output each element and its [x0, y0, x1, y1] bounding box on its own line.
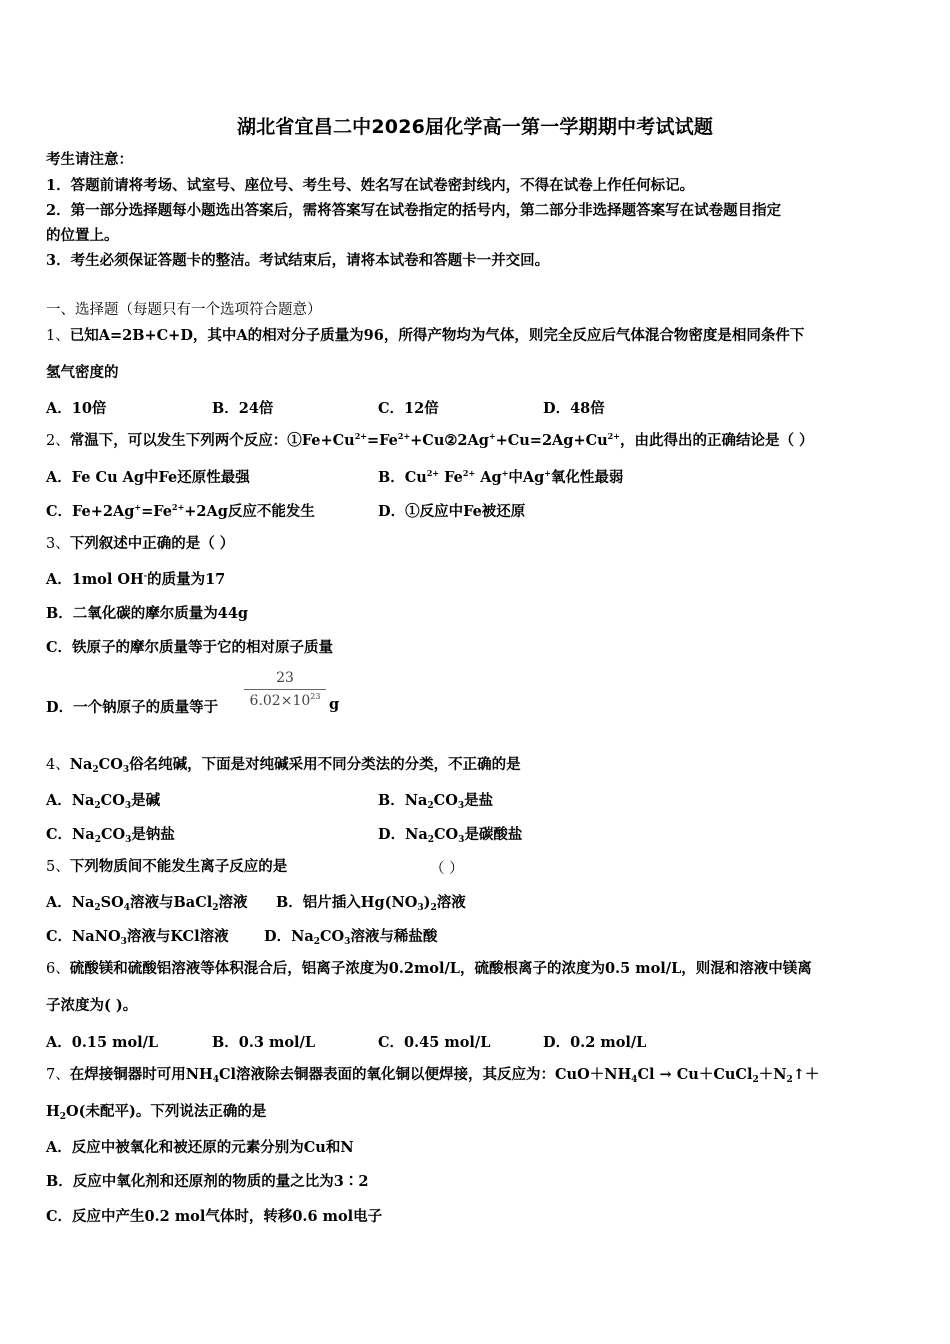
q2-option-b: B．$Cu^{2+}$ $Fe^{2+}$ Ag+中Ag+氧化性最弱: [378, 468, 624, 486]
notice-item-2a: 2．第一部分选择题每小题选出答案后，需将答案写在试卷指定的括号内，第二部分非选择题答案写在试卷题目指定: [46, 202, 782, 219]
q6-option-b: B．0.3 mol/L: [212, 1034, 316, 1051]
q7-option-a: A．反应中被氧化和被还原的元素分别为Cu和N: [46, 1139, 354, 1156]
q2-text-3: +Cu②2Ag: [410, 432, 489, 449]
q4-option-c: C．$Na_2CO_3$是钠盐: [46, 826, 175, 845]
notice-item-2b: 的位置上。: [46, 227, 119, 244]
q5-stem-text: 下列物质间不能发生离子反应的是: [69, 858, 288, 875]
q6-stem-cont: 子浓度为( )。: [46, 997, 138, 1014]
q6-option-d: D．0.2 mol/L: [543, 1034, 647, 1051]
q1-number: 1、: [46, 328, 70, 344]
q6-stem-text: 硫酸镁和硫酸铝溶液等体积混合后，铝离子浓度为0.2mol/L，硫酸根离子的浓度为0.5 mol/L，则混和溶液中镁离: [69, 960, 812, 977]
q3-option-d-text: D．一个钠原子的质量等于: [46, 699, 219, 716]
q6-number: 6、: [46, 961, 70, 977]
q2-sup-1: 2+: [354, 431, 367, 441]
section-heading: 一、选择题（每题只有一个选项符合题意）: [46, 302, 322, 318]
notice-item-3: 3．考生必须保证答题卡的整洁。考试结束后，请将本试卷和答题卡一并交回。: [46, 252, 550, 269]
q2-option-c: C．$Fe+2Ag^+=Fe^{2+}+2Ag$反应不能发生: [46, 502, 315, 520]
q5-option-b: B．铝片插入$Hg(NO_3)_2$溶液: [276, 894, 466, 913]
q3-number: 3、: [46, 536, 70, 552]
q2-text-5: ，由此得出的正确结论是（ ）: [619, 432, 814, 449]
q5-answer-paren: （ ）: [430, 861, 464, 877]
notice-item-1: 1．答题前请将考场、试室号、座位号、考生号、姓名写在试卷密封线内，不得在试卷上作任何标记。: [46, 177, 695, 194]
q2-text-2: =Fe: [366, 432, 398, 449]
q4-option-a: A．$Na_2CO_3$是碱: [46, 792, 161, 811]
q2-text-1: 常温下，可以发生下列两个反应：①Fe+Cu: [69, 432, 355, 449]
page-title: 湖北省宜昌二中2026届化学高一第一学期期中考试试题: [236, 116, 714, 138]
q5-stem: [46, 857, 906, 877]
fraction-numerator: 23: [276, 670, 294, 686]
q7-option-b: B．反应中氧化剂和还原剂的物质的量之比为3∶2: [46, 1173, 369, 1190]
q6-option-c: C．0.45 mol/L: [378, 1034, 491, 1051]
q3-option-d-unit: g: [329, 696, 340, 713]
q5-option-c: C．NaNO$_3$溶液与KCl溶液: [46, 928, 229, 947]
q4-stem: 4、$Na_2CO_3$俗名纯碱，下面是对纯碱采用不同分类法的分类，不正确的是: [46, 756, 521, 775]
fraction-bar: [244, 689, 326, 690]
fraction-denominator: $6.02\times 10^{23}$: [249, 692, 321, 709]
q2-stem: [46, 431, 906, 451]
q1-option-c: C．12倍: [378, 400, 439, 417]
q3-stem: [46, 534, 906, 554]
q2-option-a: A．Fe Cu Ag中Fe还原性最强: [46, 469, 250, 486]
notice-heading: 考生请注意：: [46, 151, 133, 168]
q3-option-a: A．1mol OH-的质量为17: [46, 570, 226, 588]
q6-option-a: A．0.15 mol/L: [46, 1034, 159, 1051]
q1-option-d: D．48倍: [543, 400, 605, 417]
q3-option-c: C．铁原子的摩尔质量等于它的相对原子质量: [46, 639, 334, 656]
q6-stem: [46, 959, 906, 979]
q2-sup-2: 2+: [397, 431, 411, 441]
q5-option-d: D．$Na_2CO_3$溶液与稀盐酸: [264, 928, 438, 947]
q1-option-a: A．10倍: [46, 400, 107, 417]
q4-option-d: D．$Na_2CO_3$是碳酸盐: [378, 826, 523, 845]
q2-sup-4: 2+: [607, 431, 620, 441]
q7-number: 7、: [46, 1067, 70, 1083]
q3-option-b: B．二氧化碳的摩尔质量为44g: [46, 605, 249, 622]
q5-number: 5、: [46, 859, 70, 875]
q2-number: 2、: [46, 433, 70, 449]
q5-option-a: A．$Na_2SO_4$溶液与BaCl$_2$溶液: [46, 894, 248, 913]
q4-option-b: B．$Na_2CO_3$是盐: [378, 792, 494, 811]
q2-option-d: D．①反应中Fe被还原: [378, 503, 526, 520]
q1-stem-text: 已知A=2B+C+D，其中A的相对分子质量为96，所得产物均为气体，则完全反应后气体混合物密度是相同条件下: [69, 327, 805, 344]
q7-stem: 7、在焊接铜器时可用$NH_4Cl$溶液除去铜器表面的氧化铜以便焊接，其反应为：$CuO+NH_4Cl$ → $Cu+CuCl_2+N_2↑+$: [46, 1066, 820, 1085]
q1-option-b: B．24倍: [212, 400, 274, 417]
q7-option-c: C．反应中产生0.2 mol气体时，转移0.6 mol电子: [46, 1208, 383, 1225]
q1-stem-cont: 氢气密度的: [46, 364, 119, 381]
q2-sup-3: +: [488, 431, 496, 441]
q7-stem-cont: $H_2O$(未配平)。下列说法正确的是: [46, 1103, 267, 1122]
q2-text-4: +Cu=2Ag+Cu: [495, 432, 608, 449]
q3-stem-text: 下列叙述中正确的是（ ）: [69, 535, 235, 552]
q3-fraction: [244, 668, 326, 710]
q4-number: 4、: [46, 757, 70, 773]
q1-stem: [46, 326, 906, 346]
